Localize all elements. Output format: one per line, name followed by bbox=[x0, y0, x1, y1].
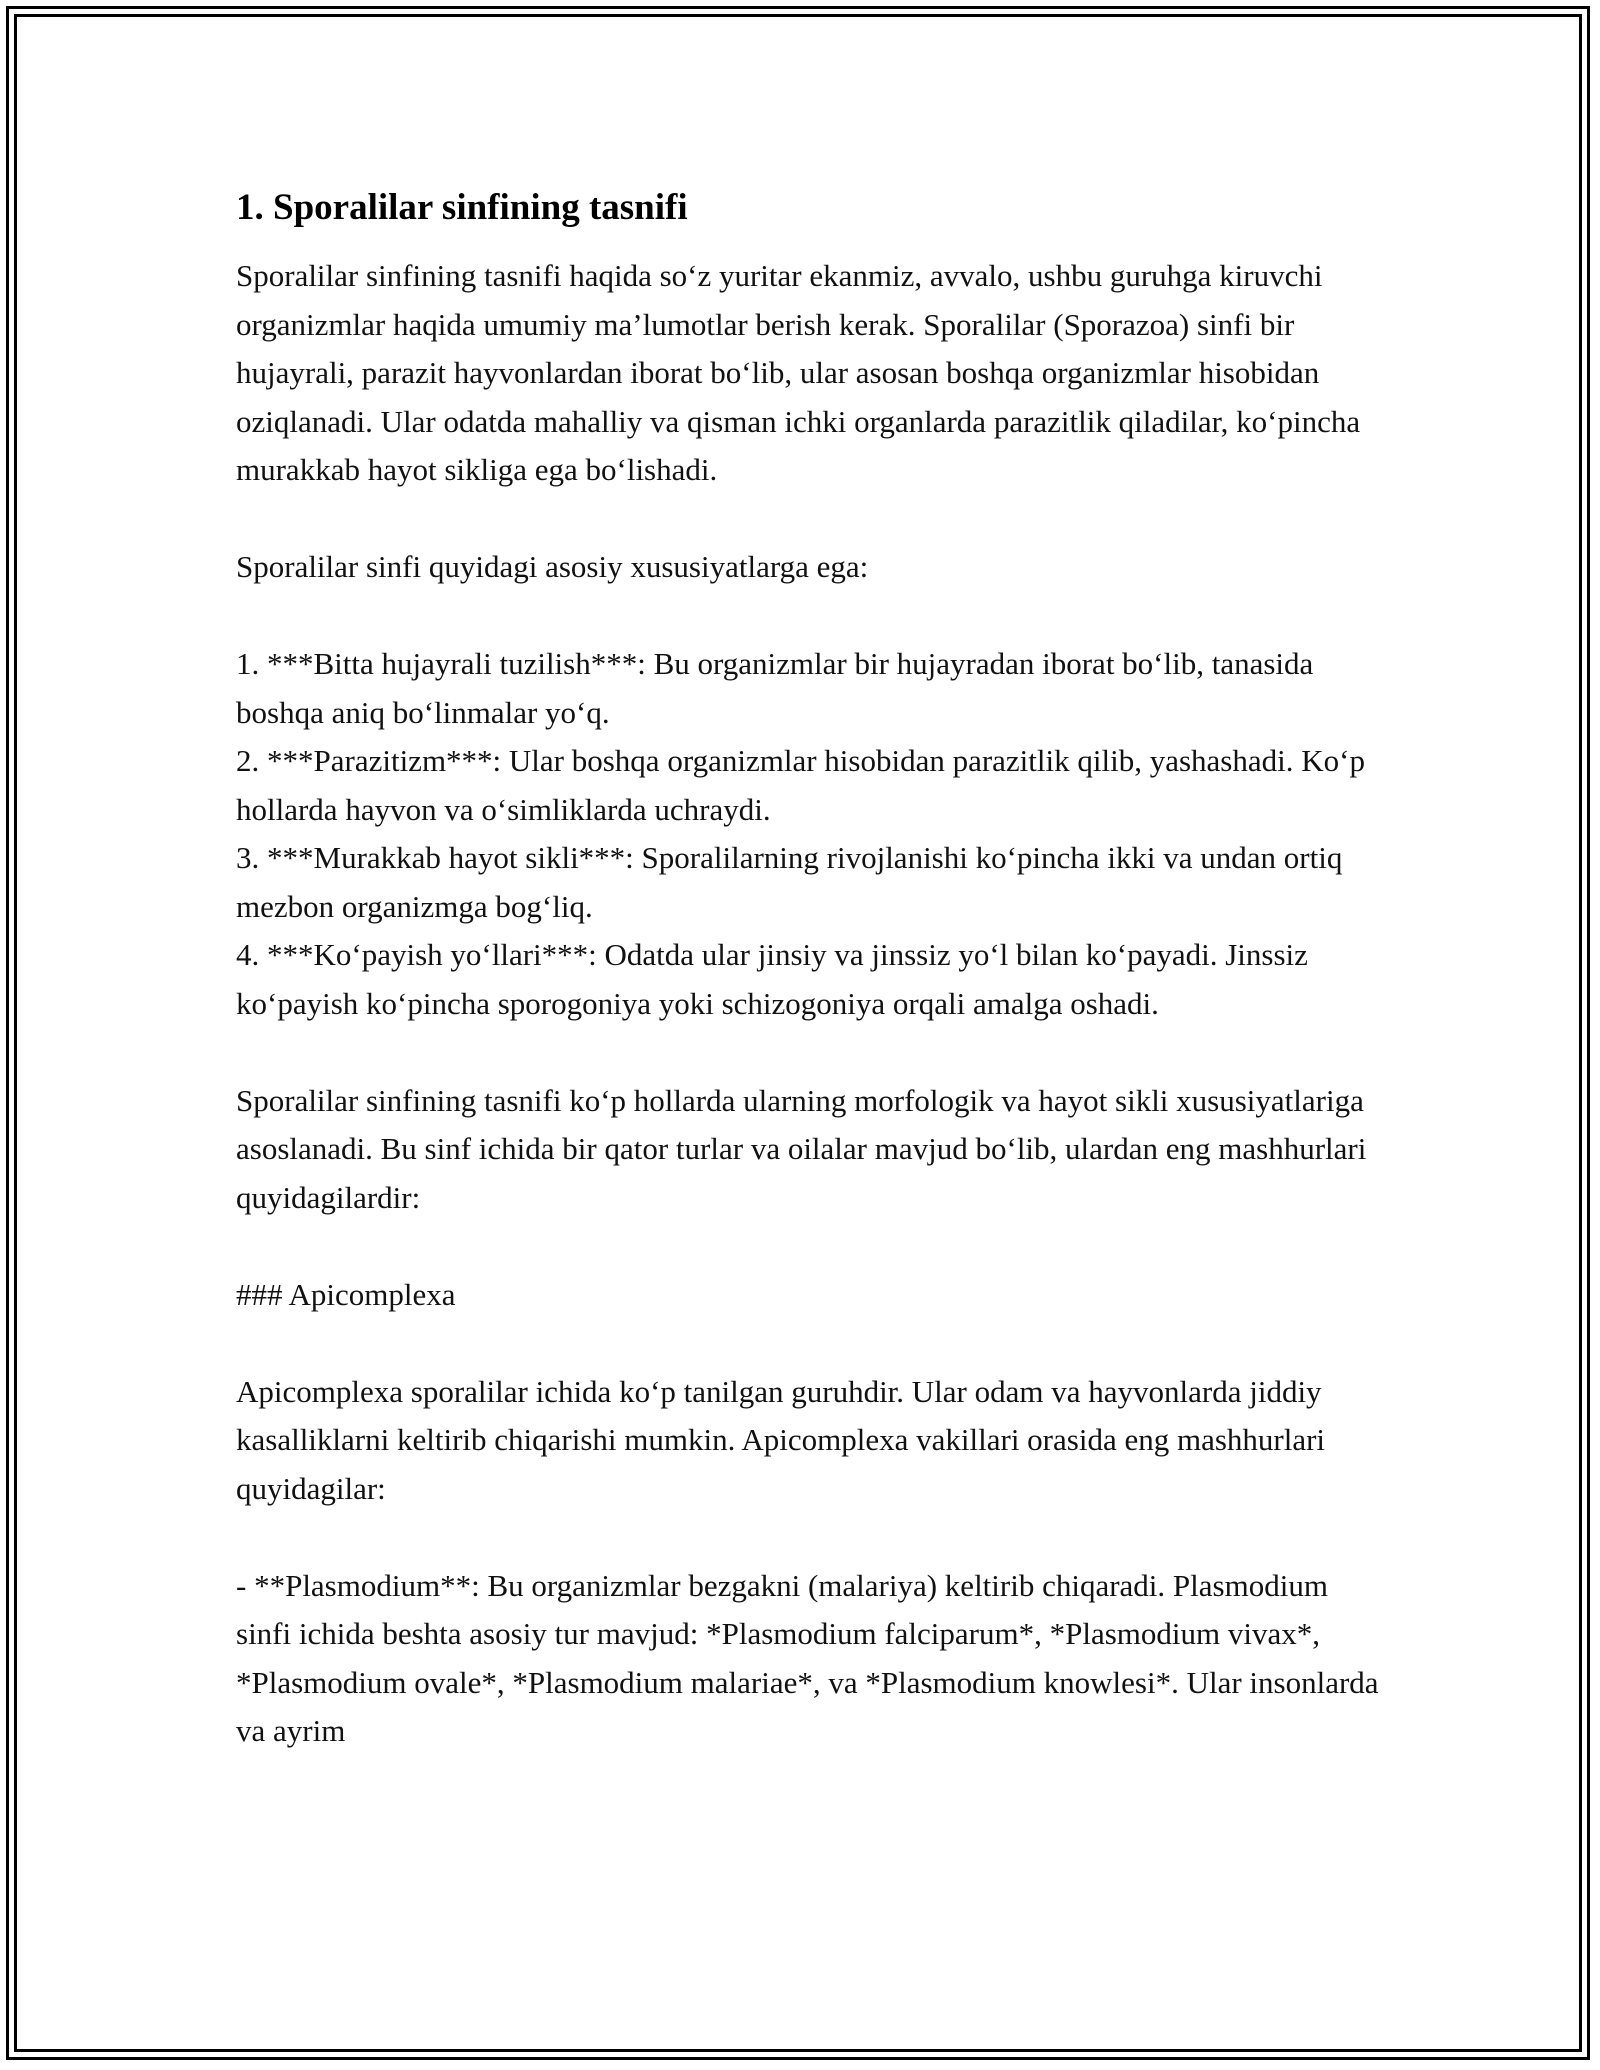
list-item: 2. ***Parazitizm***: Ular boshqa organizmlar hisobidan parazitlik qilib, yashashadi. Ko‘p hollarda hayvon va o‘simliklarda uchraydi. bbox=[236, 743, 1365, 827]
apicomplexa-subheading: ### Apicomplexa bbox=[236, 1276, 456, 1312]
features-intro-paragraph: Sporalilar sinfi quyidagi asosiy xususiyatlarga ega: bbox=[236, 549, 869, 584]
list-item: 4. ***Ko‘payish yo‘llari***: Odatda ular jinsiy va jinssiz yo‘l bilan ko‘payadi. Jinssiz ko‘payish ko‘pincha sporogoniya yoki schizogoniya orqali amalga oshadi. bbox=[236, 937, 1308, 1021]
paragraph-spacer bbox=[236, 592, 1386, 641]
paragraph-spacer bbox=[236, 1513, 1386, 1562]
plasmodium-paragraph: - **Plasmodium**: Bu organizmlar bezgakni (malariya) keltirib chiqaradi. Plasmodium sinfi ichida beshta asosiy tur mavjud: *Plasmodium falciparum*, *Plasmodium vivax*, *Plasmodium ovale*, *Plasmodium malariae*, va *Plasmodium knowlesi*. Ular insonlarda va ayrim bbox=[236, 1567, 1379, 1748]
classification-paragraph: Sporalilar sinfining tasnifi ko‘p hollarda ularning morfologik va hayot sikli xususiyatlariga asoslanadi. Bu sinf ichida bir qator turlar va oilalar mavjud bo‘lib, ulardan eng mashhurlari quyidagilardir: bbox=[236, 1082, 1367, 1215]
document-body bbox=[236, 186, 1386, 1756]
list-item: 1. ***Bitta hujayrali tuzilish***: Bu organizmlar bir hujayradan iborat bo‘lib, tanasida boshqa aniq bo‘linmalar yo‘q. bbox=[236, 646, 1314, 730]
section-heading: 1. Sporalilar sinfining tasnifi bbox=[236, 187, 688, 228]
paragraph-spacer bbox=[236, 1222, 1386, 1271]
apicomplexa-paragraph: Apicomplexa sporalilar ichida ko‘p tanilgan guruhdir. Ular odam va hayvonlarda jiddiy kasalliklarni keltirib chiqarishi mumkin. Apicomplexa vakillari orasida eng mashhurlari quyidagilar: bbox=[236, 1373, 1326, 1506]
paragraph-spacer bbox=[236, 495, 1386, 544]
paragraph-spacer bbox=[236, 1028, 1386, 1077]
list-item: 3. ***Murakkab hayot sikli***: Sporalilarning rivojlanishi ko‘pincha ikki va undan ortiq mezbon organizmga bog‘liq. bbox=[236, 840, 1343, 924]
intro-paragraph: Sporalilar sinfining tasnifi haqida so‘z yuritar ekanmiz, avvalo, ushbu guruhga kiruvchi organizmlar haqida umumiy ma’lumotlar berish kerak. Sporalilar (Sporazoa) sinfi bir hujayrali, parazit hayvonlardan iborat bo‘lib, ular asosan boshqa organizmlar hisobidan oziqlanadi. Ular odatda mahalliy va qisman ichki organlarda parazitlik qiladilar, ko‘pincha murakkab hayot sikliga ega bo‘lishadi. bbox=[236, 258, 1361, 487]
paragraph-spacer bbox=[236, 1319, 1386, 1368]
features-list bbox=[236, 640, 1386, 1028]
